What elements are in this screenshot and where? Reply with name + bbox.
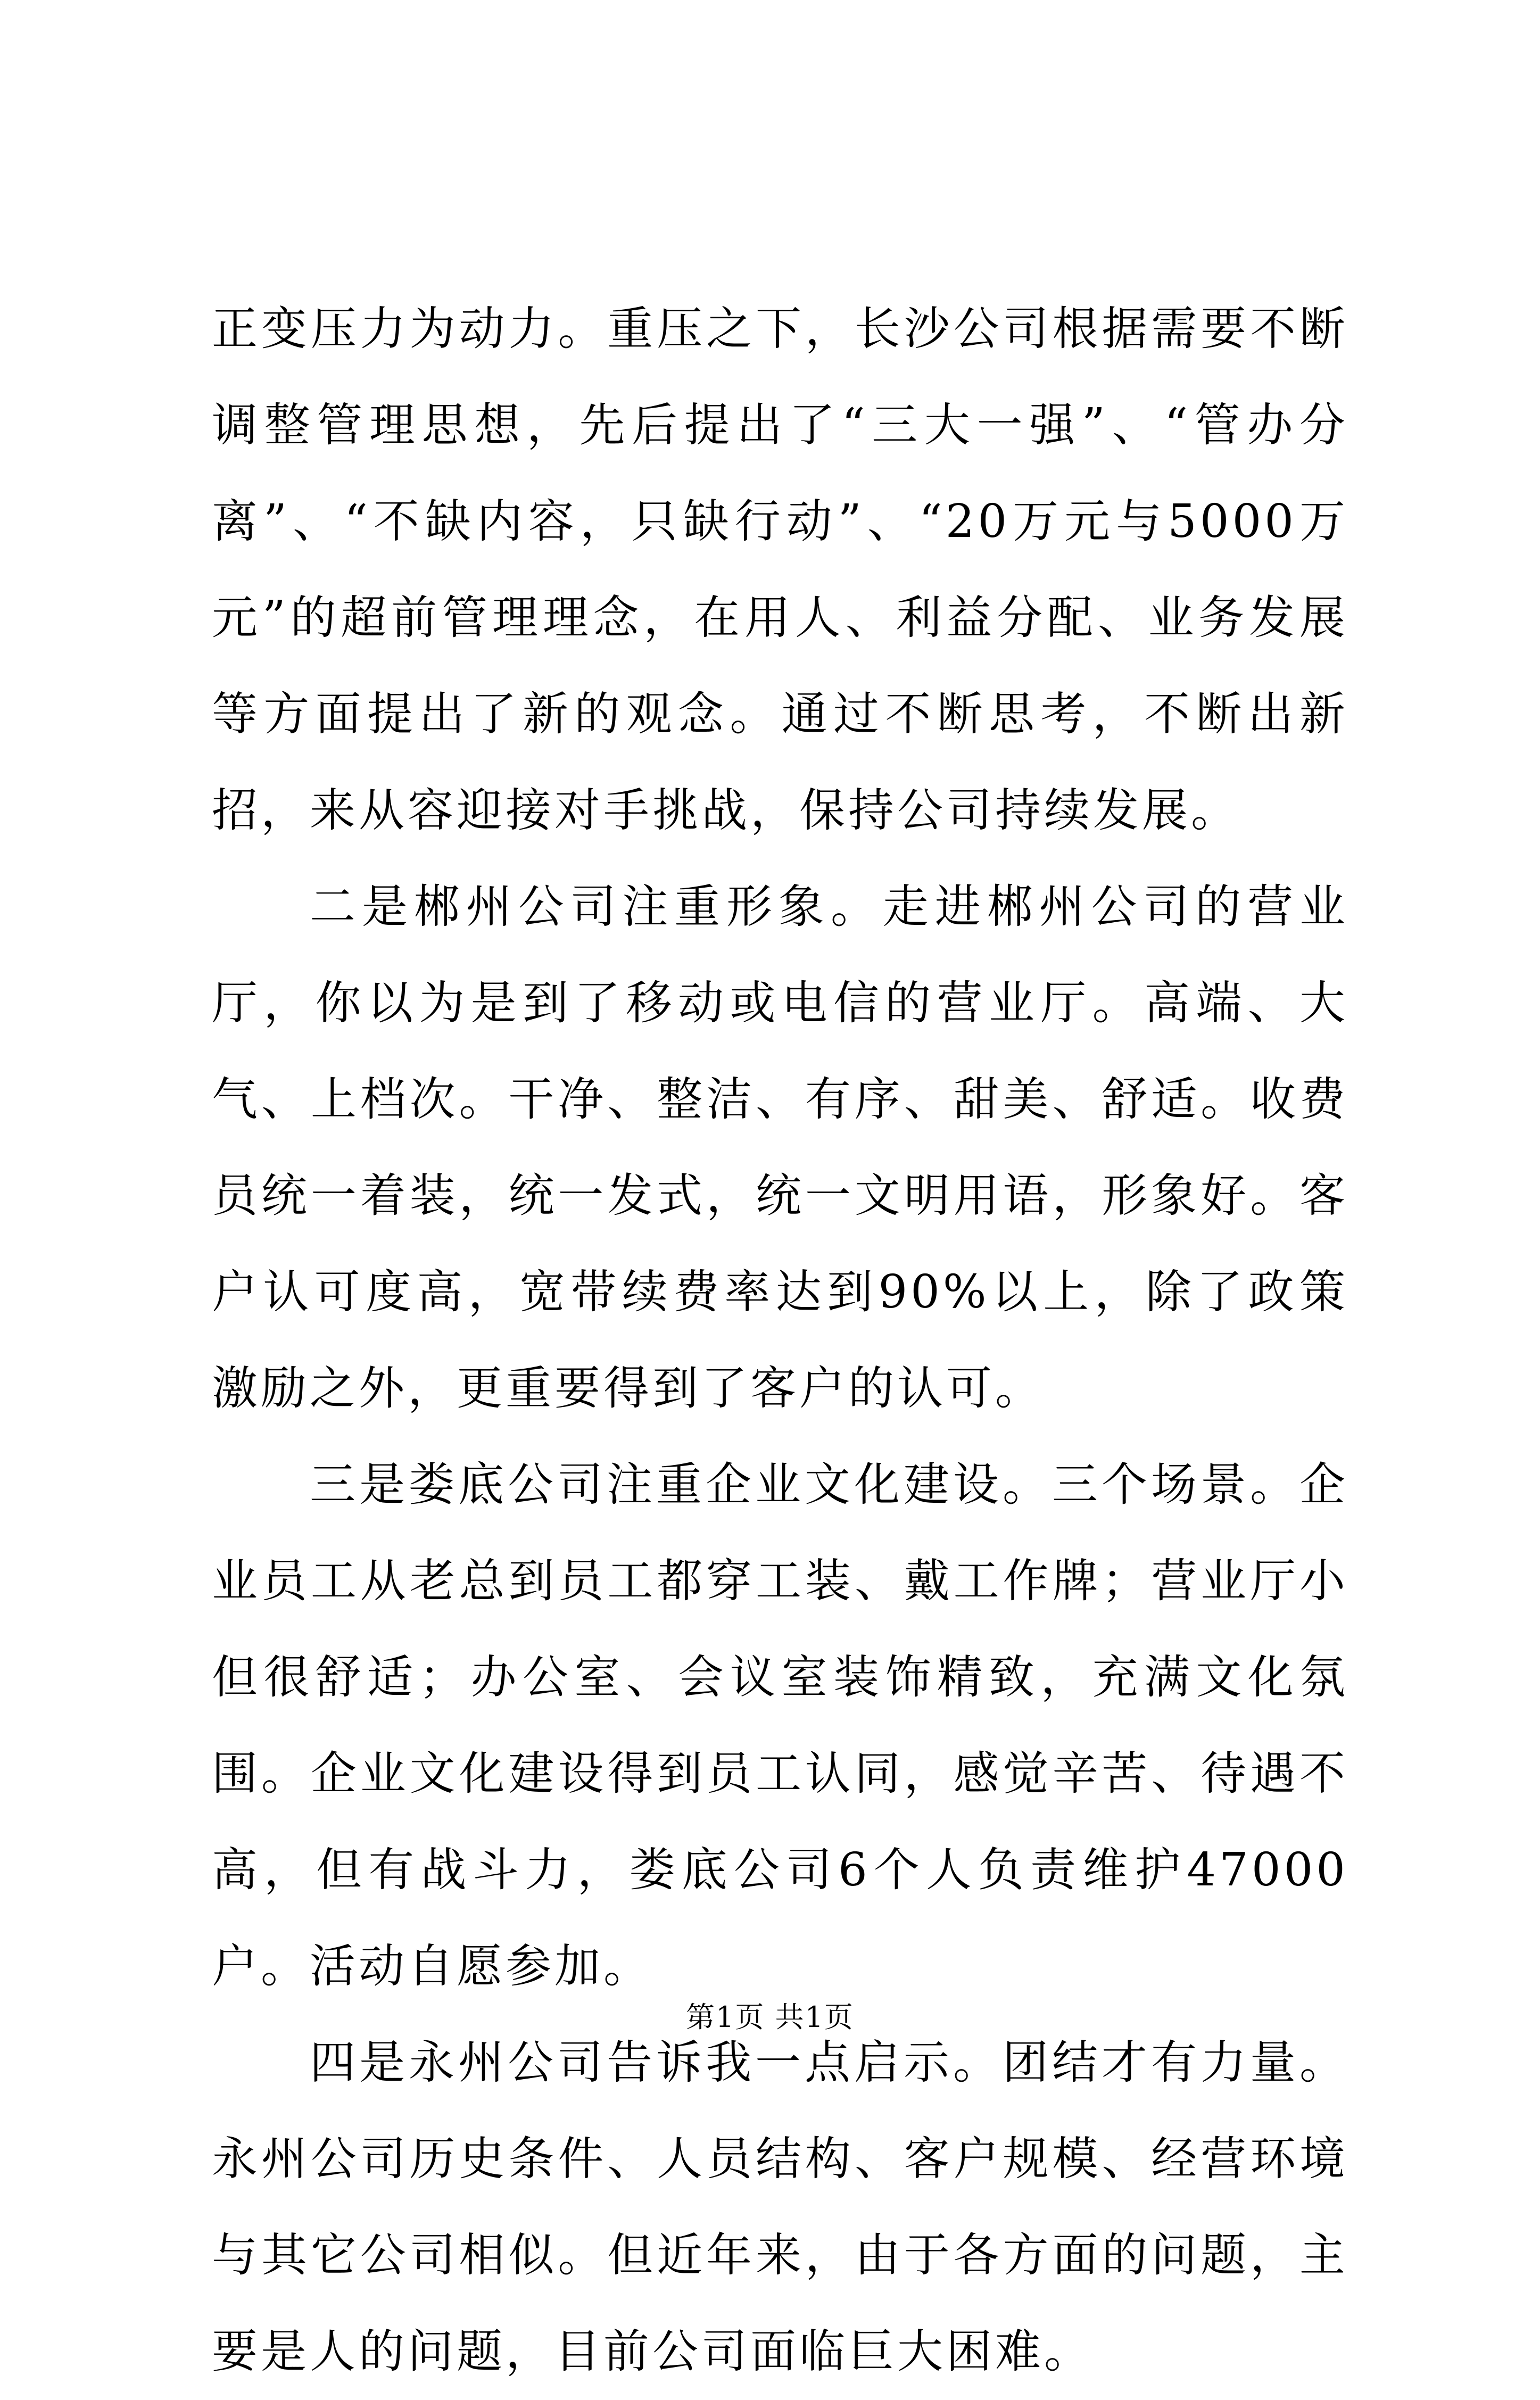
paragraph-loudi: 三是娄底公司注重企业文化建设。三个场景。企业员工从老总到员工都穿工装、戴工作牌；营业厅小但很舒适；办公室、会议室装饰精致，充满文化氛围。企业文化建设得到员工认同，感觉辛苦、待遇不高，但有战斗力，娄底公司6个人负责维护47000户。活动自愿参加。 — [212, 1458, 1348, 1993]
page-footer: 第1页 共1页 — [686, 2000, 854, 2034]
paragraph-changsha: 正变压力为动力。重压之下，长沙公司根据需要不断调整管理思想，先后提出了“三大一强”、“管办分离”、“不缺内容，只缺行动”、“20万元与5000万元”的超前管理理念，在用人、利益分配、业务发展等方面提出了新的观念。通过不断思考，不断出新招，来从容迎接对手挑战，保持公司持续发展。 — [212, 302, 1348, 837]
paragraph-yongzhou: 四是永州公司告诉我一点启示。团结才有力量。永州公司历史条件、人员结构、客户规模、经营环境与其它公司相似。但近年来，由于各方面的问题，主要是人的问题，目前公司面临巨大困难。 — [212, 2036, 1348, 2378]
paragraph-chenzhou: 二是郴州公司注重形象。走进郴州公司的营业厅，你以为是到了移动或电信的营业厅。高端、大气、上档次。干净、整洁、有序、甜美、舒适。收费员统一着装，统一发式，统一文明用语，形象好。客户认可度高，宽带续费率达到90%以上，除了政策激励之外，更重要得到了客户的认可。 — [212, 880, 1348, 1415]
document-body — [212, 281, 1348, 2400]
